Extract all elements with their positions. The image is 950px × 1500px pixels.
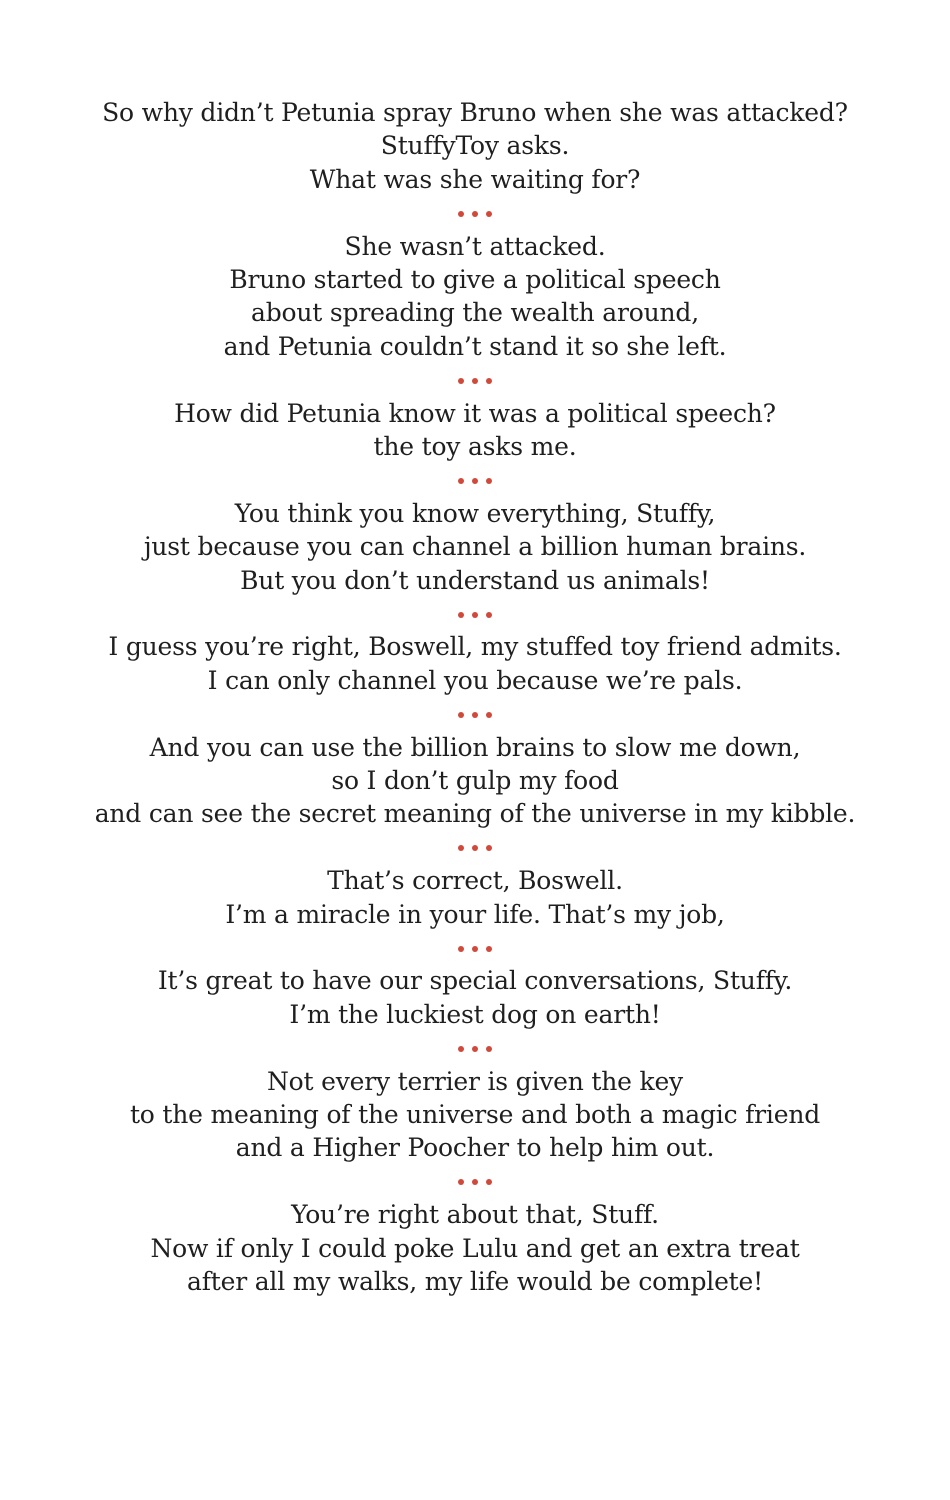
stanza-1 <box>0 96 950 196</box>
dot-icon <box>472 845 478 851</box>
poem-line: and Petunia couldn’t stand it so she left. <box>223 331 727 361</box>
poem-line: the toy asks me. <box>373 432 577 462</box>
separator-dots <box>0 931 950 964</box>
separator-dots <box>0 597 950 630</box>
separator-dots <box>0 196 950 229</box>
dot-icon <box>486 845 492 851</box>
poem-line: so I don’t gulp my food <box>331 766 619 796</box>
dot-icon <box>486 1179 492 1185</box>
poem-line: I’m a miracle in your life. That’s my job, <box>225 899 725 929</box>
dot-icon <box>486 946 492 952</box>
poem-line: and can see the secret meaning of the universe in my kibble. <box>94 799 856 829</box>
dot-icon <box>472 1046 478 1052</box>
poem-line: and a Higher Poocher to help him out. <box>235 1133 715 1163</box>
stanza-8 <box>0 964 950 1031</box>
poem-line: to the meaning of the universe and both a magic friend <box>129 1100 821 1130</box>
poem-line: I can only channel you because we’re pals. <box>207 665 743 695</box>
dot-icon <box>486 712 492 718</box>
dot-icon <box>458 1046 464 1052</box>
poem-line: But you don’t understand us animals! <box>240 565 710 595</box>
poem-line: I’m the luckiest dog on earth! <box>289 999 661 1029</box>
dot-icon <box>458 845 464 851</box>
dot-icon <box>486 378 492 384</box>
dot-icon <box>486 612 492 618</box>
stanza-3 <box>0 397 950 464</box>
dot-icon <box>486 1046 492 1052</box>
dot-icon <box>472 1179 478 1185</box>
stanza-10 <box>0 1198 950 1298</box>
dot-icon <box>486 478 492 484</box>
dot-icon <box>458 211 464 217</box>
stanza-7 <box>0 864 950 931</box>
separator-dots <box>0 363 950 396</box>
poem-line: You think you know everything, Stuffy, <box>234 498 716 528</box>
poem-line: And you can use the billion brains to slow me down, <box>149 732 801 762</box>
dot-icon <box>472 612 478 618</box>
poem-line: Bruno started to give a political speech <box>229 265 721 295</box>
dot-icon <box>458 712 464 718</box>
poem-line: What was she waiting for? <box>309 164 641 194</box>
poem-line: Now if only I could poke Lulu and get an extra treat <box>150 1233 800 1263</box>
dot-icon <box>458 478 464 484</box>
poem-line: How did Petunia know it was a political speech? <box>174 398 776 428</box>
separator-dots <box>0 831 950 864</box>
poem-page <box>0 96 950 1298</box>
poem-line: about spreading the wealth around, <box>251 298 699 328</box>
poem-line: StuffyToy asks. <box>380 131 570 161</box>
poem-line: You’re right about that, Stuff. <box>291 1200 659 1230</box>
dot-icon <box>458 378 464 384</box>
dot-icon <box>458 1179 464 1185</box>
separator-dots <box>0 1165 950 1198</box>
poem-line: It’s great to have our special conversations, Stuffy. <box>157 966 793 996</box>
dot-icon <box>458 612 464 618</box>
dot-icon <box>458 946 464 952</box>
dot-icon <box>486 211 492 217</box>
poem-line: Not every terrier is given the key <box>267 1066 683 1096</box>
dot-icon <box>472 478 478 484</box>
separator-dots <box>0 463 950 496</box>
separator-dots <box>0 697 950 730</box>
stanza-2 <box>0 230 950 364</box>
stanza-9 <box>0 1065 950 1165</box>
dot-icon <box>472 211 478 217</box>
dot-icon <box>472 378 478 384</box>
stanza-4 <box>0 497 950 597</box>
separator-dots <box>0 1031 950 1064</box>
stanza-5 <box>0 630 950 697</box>
poem-line: after all my walks, my life would be complete! <box>187 1267 763 1297</box>
poem-line: So why didn’t Petunia spray Bruno when she was attacked? <box>102 98 848 127</box>
stanza-6 <box>0 731 950 831</box>
poem-line: That’s correct, Boswell. <box>327 866 623 896</box>
poem-line: I guess you’re right, Boswell, my stuffed toy friend admits. <box>108 632 842 662</box>
dot-icon <box>472 946 478 952</box>
poem-line: just because you can channel a billion human brains. <box>143 532 807 562</box>
dot-icon <box>472 712 478 718</box>
poem-line: She wasn’t attacked. <box>344 231 606 261</box>
